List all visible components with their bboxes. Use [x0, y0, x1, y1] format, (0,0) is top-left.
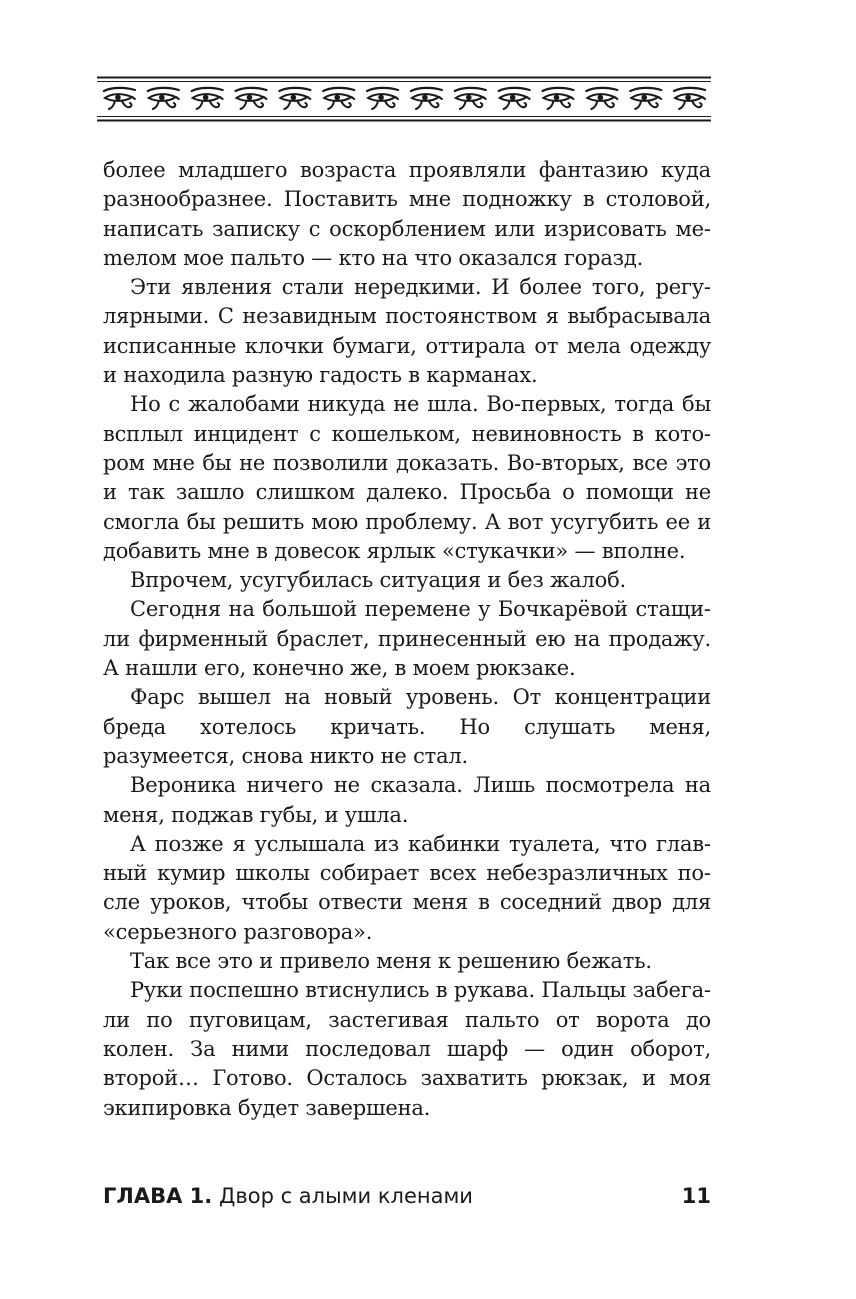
eye-of-horus-icon [411, 88, 442, 109]
paragraph-2: Эти явления стали нередкими. И более того, регулярными. С незавидным постоянством я выбрасывала исписанные клочки бумаги, оттирала от мела одежду и находила разную гадость в карманах. [103, 275, 711, 388]
paragraph-1: более младшего возраста проявляли фантазию куда разнообразнее. Поставить мне подножку в столовой, написать записку с оскорблением или изрисовать меmелом мое пальто — кто на что оказался горазд. [103, 158, 711, 270]
paragraph-7: Вероника ничего не сказала. Лишь посмотрела на меня, поджав губы, и ушла. [103, 773, 711, 827]
running-footer [103, 1180, 711, 1212]
paragraph-5: Сегодня на большой перемене у Бочкарёвой стащили фирменный браслет, принесенный ею на продажу. А нашли его, конечно же, в моем рюкзаке. [103, 597, 711, 681]
eye-of-horus-icon [674, 88, 705, 109]
eye-of-horus-icon [543, 88, 574, 109]
eye-of-horus-icon [367, 88, 398, 109]
chapter-title: Двор с алыми кленами [218, 1184, 473, 1208]
eye-of-horus-border [97, 76, 711, 122]
paragraph-4: Впрочем, усугубилась ситуация и без жалоб. [130, 568, 627, 593]
paragraph-10: Руки поспешно втиснулись в рукава. Пальцы забегали по пуговицам, застегивая пальто от ворота до колен. За ними последовал шарф — один оборот, второй… Готово. Осталось захватить рюкзак, и моя экипировка будет завершена. [103, 978, 711, 1120]
paragraph-8: А позже я услышала из кабинки туалета, что главный кумир школы собирает всех небезразличных после уроков, чтобы отвести меня в соседний двор для «серьезного разговора». [103, 831, 711, 944]
paragraph-6: Фарс вышел на новый уровень. От концентрации бреда хотелось кричать. Но слушать меня, разумеется, снова никто не стал. [103, 685, 711, 768]
paragraph-9: Так все это и привело меня к решению бежать. [130, 949, 652, 974]
eye-of-horus-icon [279, 88, 310, 109]
eye-of-horus-icon [236, 88, 267, 109]
eye-of-horus-icon [499, 88, 530, 109]
decorative-border [97, 76, 711, 122]
page-body [103, 156, 711, 1123]
eye-of-horus-icon [192, 88, 223, 109]
paragraph-3: Но с жалобами никуда не шла. Во-первых, тогда бы всплыл инцидент с кошельком, невиновность в котором мне бы не позволили доказать. Во-вторых, все это и так зашло слишком далеко. Просьба о помощи не смогла бы решить мою проблему. А вот усугубить ее и добавить мне в довесок ярлык «стукачки» — вполне. [103, 392, 711, 563]
eye-of-horus-icon [104, 88, 135, 109]
eye-of-horus-icon [586, 88, 617, 109]
eye-of-horus-icon [148, 88, 179, 109]
eye-of-horus-icon [630, 88, 661, 109]
eye-of-horus-icon [323, 88, 354, 109]
page-number: 11 [681, 1184, 711, 1208]
eye-of-horus-icon [455, 88, 486, 109]
chapter-label: ГЛАВА 1. [103, 1184, 213, 1208]
